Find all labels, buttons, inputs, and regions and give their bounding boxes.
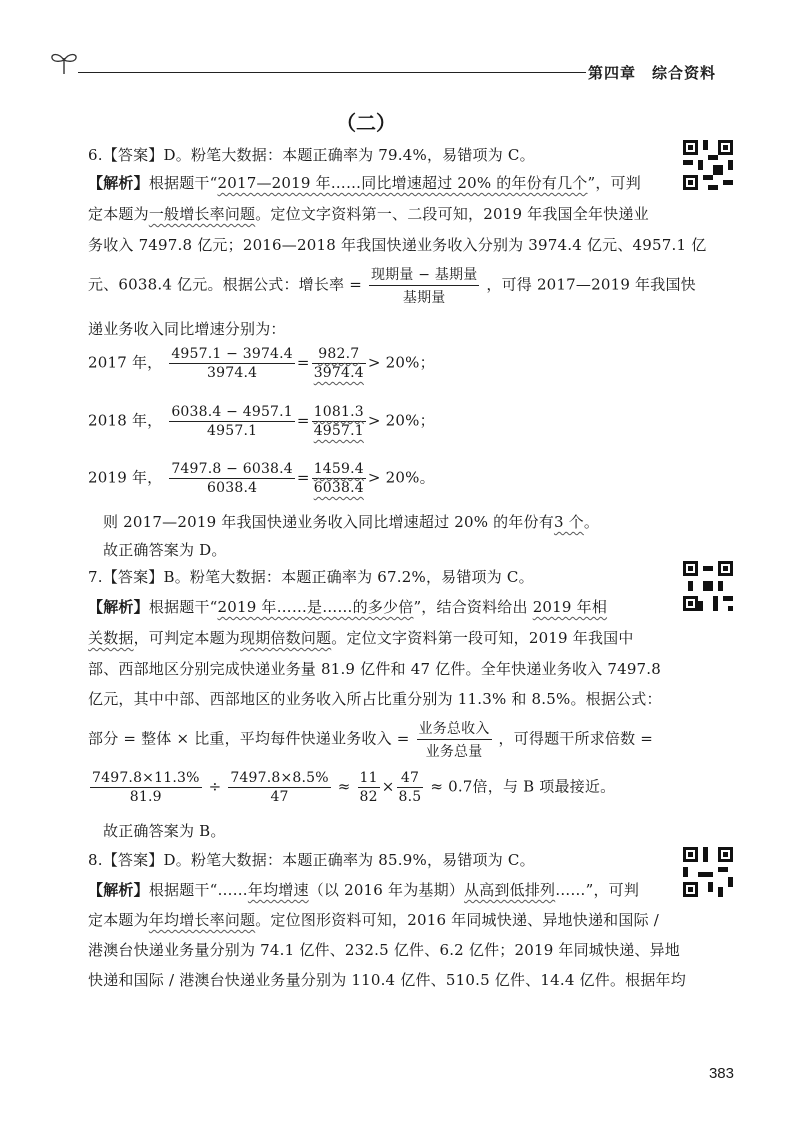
- q7-answer-line: 7.【答案】B。粉笔大数据：本题正确率为 67.2%，易错项为 C。: [88, 568, 534, 586]
- growth-rate-formula: [369, 264, 479, 307]
- q6-analysis-line-4: [88, 264, 696, 307]
- qr-code-icon: [683, 140, 733, 190]
- analysis-label: 【解析】: [88, 881, 149, 899]
- q7-analysis-line-1: [88, 596, 607, 617]
- analysis-label: 【解析】: [88, 598, 149, 616]
- denominator: 47: [270, 789, 289, 805]
- header-rule: [78, 72, 586, 73]
- text: ，可判定本题为: [133, 629, 241, 647]
- sprout-logo-icon: [48, 48, 80, 76]
- text: 。定位图形资料可知，2016 年同城快递、异地快递和国际 /: [255, 911, 659, 929]
- calc-fraction: [397, 770, 424, 805]
- key-phrase: 关数据: [88, 629, 134, 647]
- q7-analysis-line-5: [88, 718, 653, 761]
- analysis-label: 【解析】: [88, 174, 149, 192]
- unit-revenue-formula: [417, 718, 492, 761]
- q8-analysis-line-2: [88, 909, 659, 930]
- text: 则 2017—2019 年我国快递业务收入同比增速超过 20% 的年份有: [103, 513, 554, 531]
- key-phrase: 年均增速: [247, 881, 309, 899]
- section-title: （二）: [336, 111, 396, 135]
- text: 。定位文字资料第一段可知，2019 年我国中: [331, 629, 634, 647]
- calc-fraction: [169, 346, 295, 381]
- text: 根据题干“: [148, 174, 218, 192]
- numerator: 7497.8×11.3%: [92, 770, 200, 786]
- q7-final-answer: 故正确答案为 B。: [103, 822, 226, 840]
- text: 元、6038.4 亿元。根据公式：增长率 =: [88, 275, 362, 294]
- calc-row-2017: 2017 年， $\frac{4957.1 - 3974.4}{3974.4}$ = $\frac{982.7}{3974.4}$ > 20%；: [88, 346, 435, 381]
- calc-tail: > 20%；: [367, 411, 435, 430]
- text: 定本题为: [88, 205, 149, 223]
- q7-analysis-line-2: [88, 627, 634, 648]
- denominator: 6038.4: [207, 480, 258, 496]
- formula-numerator: 现期量 − 基期量: [369, 264, 479, 286]
- denominator: 82: [359, 789, 378, 805]
- denominator: 3974.4: [313, 365, 364, 381]
- text: ，可得题干所求倍数 =: [498, 729, 654, 748]
- calc-fraction: [312, 346, 366, 381]
- text: 。定位文字资料第一、二段可知，2019 年我国全年快递业: [255, 205, 649, 223]
- numerator: 11: [359, 770, 378, 786]
- key-phrase: 2017—2019 年……同比增速超过 20% 的年份有几个: [217, 174, 588, 192]
- q6-analysis-line-3: 务收入 7497.8 亿元；2016—2018 年我国快递业务收入分别为 3974.4 亿元、4957.1 亿: [88, 236, 707, 254]
- calc-fraction: [169, 404, 295, 439]
- key-phrase: 从高到低排列: [464, 881, 556, 899]
- page-number: 383: [708, 1065, 734, 1082]
- operator: ≈: [337, 777, 351, 796]
- q6-analysis-line-1: [88, 172, 641, 193]
- text: 部分 = 整体 × 比重，平均每件快递业务收入 =: [88, 729, 410, 748]
- text: 。: [583, 513, 600, 531]
- calc-fraction: [312, 461, 366, 496]
- numerator: 7497.8×8.5%: [230, 770, 329, 786]
- q7-analysis-line-3: 部、西部地区分别完成快递业务量 81.9 亿件和 47 亿件。全年快递业务收入 7497.8: [88, 660, 662, 678]
- q7-calc-row: [88, 770, 615, 805]
- qr-code-icon: [683, 561, 733, 611]
- calc-fraction: [358, 770, 380, 805]
- calc-year: 2018 年，: [88, 411, 163, 430]
- text: 根据题干“: [148, 598, 218, 616]
- text: ”，结合资料给出: [413, 598, 533, 616]
- numerator: 6038.4 − 4957.1: [171, 404, 293, 420]
- key-phrase: 一般增长率问题: [148, 205, 256, 223]
- denominator: 4957.1: [207, 423, 258, 439]
- denominator: 6038.4: [313, 480, 364, 496]
- q7-analysis-line-4: 亿元，其中中部、西部地区的业务收入所占比重分别为 11.3% 和 8.5%。根据公式：: [88, 690, 662, 708]
- text: 根据题干“……: [148, 881, 248, 899]
- calc-tail: > 20%。: [367, 468, 435, 487]
- q6-analysis-line-5: 递业务收入同比增速分别为：: [88, 320, 286, 338]
- numerator: 7497.8 − 6038.4: [171, 461, 293, 477]
- q8-analysis-line-1: [88, 879, 639, 900]
- operator: ×: [381, 777, 395, 796]
- calc-tail: ≈ 0.7倍，与 B 项最接近。: [430, 777, 616, 796]
- text: （以 2016 年为基期）: [308, 881, 465, 899]
- denominator: 8.5: [398, 789, 422, 805]
- numerator: 1459.4: [313, 461, 364, 477]
- calc-row-2018: 2018 年， $\frac{6038.4 - 4957.1}{4957.1}$ = $\frac{1081.3}{4957.1}$ > 20%；: [88, 404, 435, 439]
- numerator: 982.7: [312, 346, 366, 364]
- q6-answer-line: 6.【答案】D。粉笔大数据：本题正确率为 79.4%，易错项为 C。: [88, 146, 535, 164]
- key-phrase: 3 个: [553, 513, 584, 531]
- q6-conclusion: [103, 511, 599, 532]
- q6-analysis-line-2: [88, 203, 649, 224]
- numerator: 1081.3: [313, 404, 364, 420]
- calc-fraction: [228, 770, 330, 805]
- operator: ÷: [208, 777, 222, 796]
- qr-code-icon: [683, 847, 733, 897]
- key-phrase: 现期倍数问题: [240, 629, 332, 647]
- text: ”，可判: [587, 174, 641, 192]
- chapter-title: 第四章 综合资料: [588, 64, 717, 82]
- calc-fraction: [90, 770, 202, 805]
- calc-fraction: [169, 461, 295, 496]
- key-phrase: 2019 年相: [532, 598, 608, 616]
- calc-row-2019: 2019 年， $\frac{7497.8 - 6038.4}{6038.4}$ = $\frac{1459.4}{6038.4}$ > 20%。: [88, 461, 435, 496]
- key-phrase: 年均增长率问题: [148, 911, 256, 929]
- q8-analysis-line-4: 快递和国际 / 港澳台快递业务量分别为 110.4 亿件、510.5 亿件、14.4 亿件。根据年均: [88, 971, 686, 989]
- numerator: 47: [397, 770, 424, 788]
- q6-final-answer: 故正确答案为 D。: [103, 541, 227, 559]
- formula-numerator: 业务总收入: [417, 718, 492, 740]
- key-phrase: 2019 年……是……的多少倍: [217, 598, 414, 616]
- text: ……”，可判: [555, 881, 640, 899]
- formula-denominator: 业务总量: [425, 744, 483, 760]
- calc-tail: > 20%；: [367, 353, 435, 372]
- text: 定本题为: [88, 911, 149, 929]
- denominator: 4957.1: [313, 423, 364, 439]
- denominator: 81.9: [129, 789, 162, 805]
- text: ，可得 2017—2019 年我国快: [486, 275, 696, 294]
- calc-year: 2019 年，: [88, 468, 163, 487]
- denominator: 3974.4: [207, 365, 258, 381]
- q8-answer-line: 8.【答案】D。粉笔大数据：本题正确率为 85.9%，易错项为 C。: [88, 851, 535, 869]
- q8-analysis-line-3: 港澳台快递业务量分别为 74.1 亿件、232.5 亿件、6.2 亿件；2019 年同城快递、异地: [88, 941, 681, 959]
- numerator: 4957.1 − 3974.4: [171, 346, 293, 362]
- calc-year: 2017 年，: [88, 353, 163, 372]
- formula-denominator: 基期量: [402, 290, 446, 306]
- calc-fraction: [312, 404, 366, 439]
